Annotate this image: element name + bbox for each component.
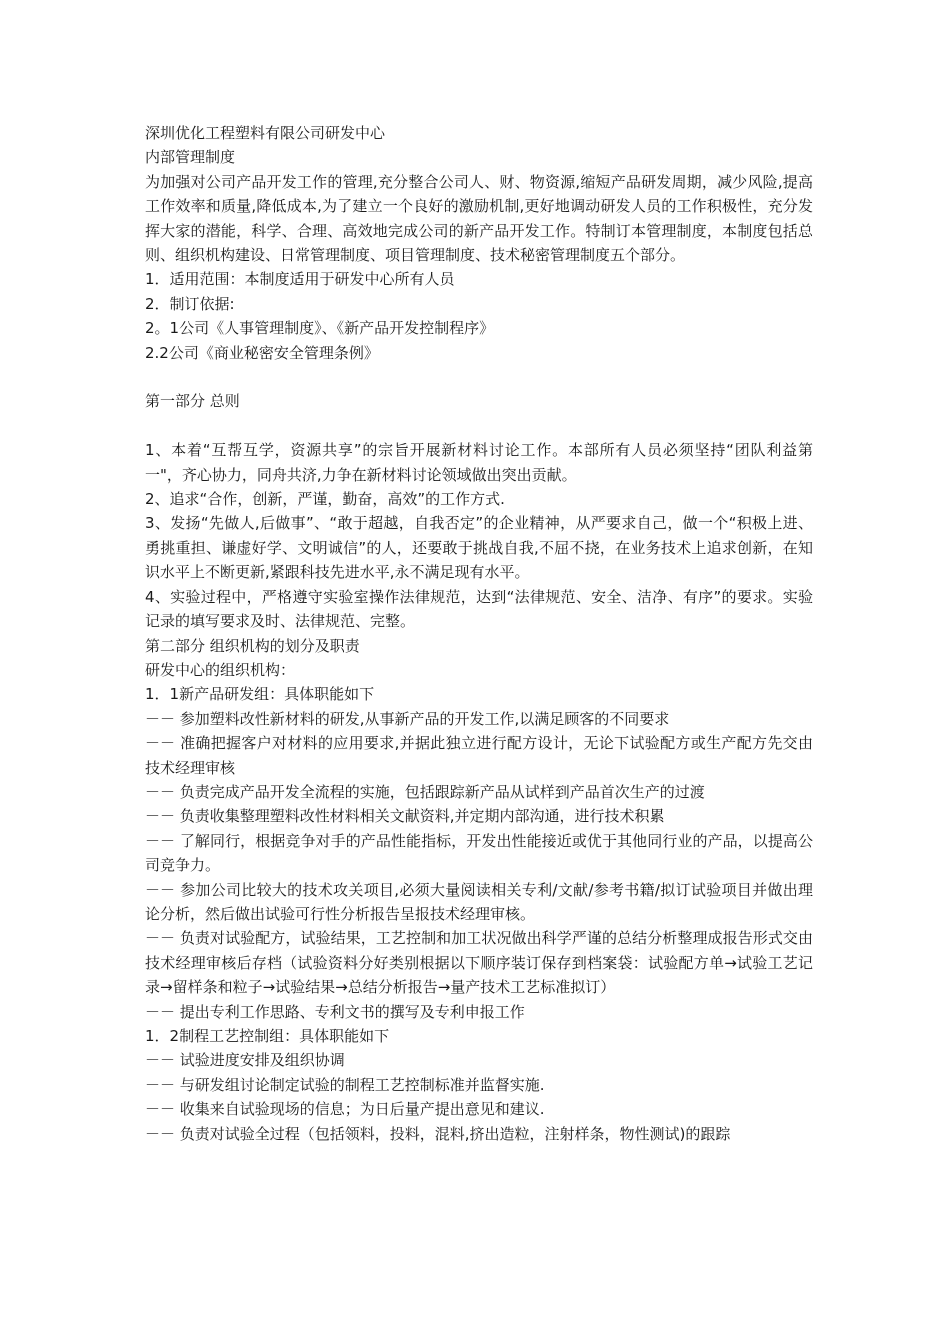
document-body <box>145 121 813 1146</box>
part2-heading: 第二部分 组织机构的划分及职责 <box>145 636 360 655</box>
part1-heading: 第一部分 总则 <box>145 392 240 411</box>
group1-item: －－ 了解同行，根据竞争对手的产品性能指标，开发出性能接近或优于其他同行业的产品，以提高公司竞争力。 <box>145 831 813 875</box>
scope-item: 1．适用范围：本制度适用于研发中心所有人员 <box>145 270 455 289</box>
document-title: 深圳优化工程塑料有限公司研发中心 <box>145 124 386 142</box>
group1-item: －－ 参加公司比较大的技术攻关项目,必须大量阅读相关专利/文献/参考书籍/拟订试验项目并做出理论分析，然后做出试验可行性分析报告呈报技术经理审核。 <box>145 880 813 923</box>
group1-item: －－ 准确把握客户对材料的应用要求,并据此独立进行配方设计，无论下试验配方或生产配方先交由技术经理审核 <box>145 734 813 777</box>
group2-item: －－ 试验进度安排及组织协调 <box>145 1051 345 1070</box>
group1-item: －－ 负责完成产品开发全流程的实施，包括跟踪新产品从试样到产品首次生产的过渡 <box>145 782 705 801</box>
part1-paragraph-2: 2、追求“合作，创新，严谨，勤奋，高效”的工作方式. <box>145 490 505 509</box>
intro-paragraph: 为加强对公司产品开发工作的管理,充分整合公司人、财、物资源,缩短产品研发周期，减少风险,提高工作效率和质量,降低成本,为了建立一个良好的激励机制,更好地调动研发人员的工作积极性，充分发挥大家的潜能，科学、合理、高效地完成公司的新产品开发工作。特制订本管理制度，本制度包括总则、组织机构建设、日常管理制度、项目管理制度、技术秘密管理制度五个部分。 <box>145 172 813 265</box>
group1-title: 1．1新产品研发组：具体职能如下 <box>145 685 375 704</box>
group2-title: 1．2制程工艺控制组：具体职能如下 <box>145 1027 390 1045</box>
blank-line <box>145 365 813 389</box>
group1-item: －－ 参加塑料改性新材料的研发,从事新产品的开发工作,以满足顾客的不同要求 <box>145 709 670 728</box>
group1-item: －－ 负责收集整理塑料改性材料相关文献资料,并定期内部沟通，进行技术积累 <box>145 807 665 826</box>
group2-item: －－ 收集来自试验现场的信息；为日后量产提出意见和建议. <box>145 1100 545 1119</box>
group2-item: －－ 负责对试验全过程（包括领料，投料，混料,挤出造粒，注射样条，物性测试)的跟踪 <box>145 1124 731 1143</box>
group1-item: －－ 提出专利工作思路、专利文书的撰写及专利申报工作 <box>145 1002 525 1021</box>
document-subtitle: 内部管理制度 <box>145 148 236 167</box>
basis-item: 2．制订依据: <box>145 294 235 313</box>
blank-line <box>145 414 813 438</box>
basis-sub-item-1: 2。1公司《人事管理制度》、《新产品开发控制程序》 <box>145 319 495 338</box>
group1-item: －－ 负责对试验配方，试验结果，工艺控制和加工状况做出科学严谨的总结分析整理成报告形式交由技术经理审核后存档（试验资料分好类别根据以下顺序装订保存到档案袋：试验配方单→试验工艺记录→留样条和粒子→试验结果→总结分析报告→量产技术工艺标准拟订） <box>145 929 813 997</box>
part1-paragraph-1: 1、本着“互帮互学，资源共享”的宗旨开展新材料讨论工作。本部所有人员必须坚持“团队利益第一"，齐心协力，同舟共济,力争在新材料讨论领域做出突出贡献。 <box>145 441 813 484</box>
part1-paragraph-3: 3、发扬“先做人,后做事”、“敢于超越，自我否定”的企业精神，从严要求自己，做一个“积极上进、勇挑重担、谦虚好学、文明诚信”的人，还要敢于挑战自我,不屈不挠，在业务技术上追求创新，在知识水平上不断更新,紧跟科技先进水平,永不满足现有水平。 <box>145 514 813 582</box>
basis-sub-item-2: 2.2公司《商业秘密安全管理条例》 <box>145 343 379 362</box>
group2-item: －－ 与研发组讨论制定试验的制程工艺控制标准并监督实施. <box>145 1075 545 1094</box>
part1-paragraph-4: 4、实验过程中，严格遵守实验室操作法律规范，达到“法律规范、安全、洁净、有序”的要求。实验记录的填写要求及时、法律规范、完整。 <box>145 587 813 631</box>
org-intro: 研发中心的组织机构： <box>145 660 296 679</box>
